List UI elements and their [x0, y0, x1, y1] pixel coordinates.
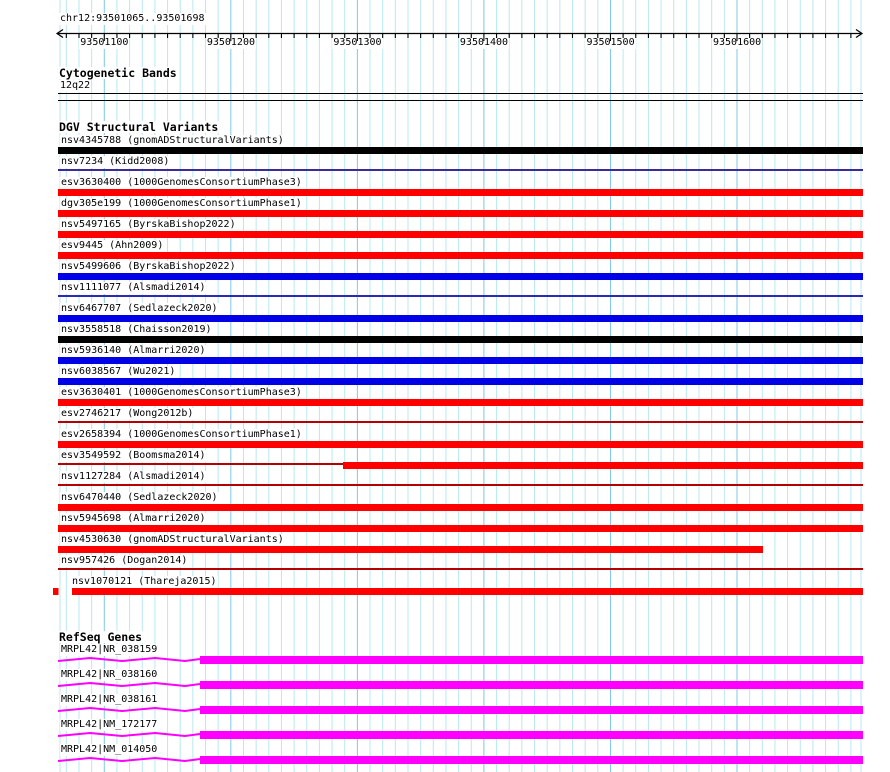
ruler-tick-label: 93501500	[586, 37, 635, 48]
gene-exon-bar[interactable]	[200, 731, 863, 739]
variant-bar[interactable]	[58, 378, 863, 385]
variant-label: nsv1070121 (Thareja2015)	[72, 576, 217, 587]
variant-bar[interactable]	[58, 546, 763, 553]
gene-intron-connector	[58, 758, 200, 761]
variant-bar[interactable]	[58, 357, 863, 364]
cytoband-band[interactable]	[58, 94, 863, 101]
gene-intron-connector	[58, 683, 200, 686]
variant-label: esv3630400 (1000GenomesConsortiumPhase3)	[61, 177, 302, 188]
variant-bar[interactable]	[58, 295, 863, 297]
variant-label: nsv6467707 (Sedlazeck2020)	[61, 303, 218, 314]
gene-intron-connector	[58, 708, 200, 711]
refseq-track-header: RefSeq Genes	[59, 630, 143, 644]
variant-bar[interactable]	[58, 399, 863, 406]
variant-label: nsv5945698 (Almarri2020)	[61, 513, 206, 524]
gene-intron-connector	[58, 733, 200, 736]
gene-label: MRPL42|NR_038161	[61, 694, 158, 705]
variant-bar[interactable]	[58, 568, 863, 570]
variant-label: nsv5499606 (ByrskaBishop2022)	[61, 261, 236, 272]
variant-label: nsv5936140 (Almarri2020)	[61, 345, 206, 356]
variant-label: nsv4345788 (gnomADStructuralVariants)	[61, 135, 284, 146]
gene-label: MRPL42|NM_014050	[61, 744, 158, 755]
gene-label: MRPL42|NR_038159	[61, 644, 158, 655]
variant-label: esv3549592 (Boomsma2014)	[61, 450, 206, 461]
gene-exon-bar[interactable]	[200, 706, 863, 714]
ruler-tick-label: 93501600	[712, 37, 762, 48]
cytoband-label: 12q22	[60, 80, 91, 91]
variant-label: nsv6470440 (Sedlazeck2020)	[61, 492, 218, 503]
variant-bar[interactable]	[58, 525, 863, 532]
variant-bar[interactable]	[58, 336, 863, 343]
variant-bar[interactable]	[58, 210, 863, 217]
ruler-tick-label: 93501300	[333, 37, 382, 48]
variant-bar[interactable]	[72, 588, 863, 595]
gene-exon-bar[interactable]	[200, 756, 863, 764]
variant-label: nsv3558518 (Chaisson2019)	[61, 324, 212, 335]
variant-bar[interactable]	[58, 189, 863, 196]
variant-label: nsv6038567 (Wu2021)	[61, 366, 176, 377]
variant-bar[interactable]	[58, 273, 863, 280]
variant-bar[interactable]	[53, 588, 59, 595]
variant-label: esv9445 (Ahn2009)	[61, 240, 164, 251]
variant-label: dgv305e199 (1000GenomesConsortiumPhase1)	[61, 198, 302, 209]
variant-bar[interactable]	[58, 169, 863, 171]
variant-label: nsv5497165 (ByrskaBishop2022)	[61, 219, 236, 230]
variant-bar[interactable]	[58, 504, 863, 511]
variant-bar[interactable]	[58, 463, 343, 465]
cytogenetic-bands-header: Cytogenetic Bands	[59, 66, 177, 80]
variant-bar[interactable]	[58, 252, 863, 259]
variant-bar[interactable]	[58, 441, 863, 448]
variant-label: nsv957426 (Dogan2014)	[61, 555, 188, 566]
variant-label: nsv1127284 (Alsmadi2014)	[61, 471, 206, 482]
variant-label: nsv1111077 (Alsmadi2014)	[61, 282, 206, 293]
ruler-tick-label: 93501400	[459, 37, 509, 48]
gene-label: MRPL42|NM_172177	[61, 719, 158, 730]
variant-label: esv2658394 (1000GenomesConsortiumPhase1)	[61, 429, 302, 440]
gene-label: MRPL42|NR_038160	[61, 669, 158, 680]
ruler-tick-label: 93501200	[206, 37, 255, 48]
ruler-tick-label: 93501100	[80, 37, 129, 48]
variant-label: nsv7234 (Kidd2008)	[61, 156, 170, 167]
region-title: chr12:93501065..93501698	[60, 13, 205, 24]
variant-label: esv2746217 (Wong2012b)	[61, 408, 194, 419]
gene-exon-bar[interactable]	[200, 656, 863, 664]
gene-exon-bar[interactable]	[200, 681, 863, 689]
variant-bar[interactable]	[58, 484, 863, 486]
variant-bar[interactable]	[58, 315, 863, 322]
gene-intron-connector	[58, 658, 200, 661]
dgv-track-header: DGV Structural Variants	[59, 120, 219, 134]
variant-label: nsv4530630 (gnomADStructuralVariants)	[61, 534, 284, 545]
variant-bar[interactable]	[58, 147, 863, 154]
variant-label: esv3630401 (1000GenomesConsortiumPhase3)	[61, 387, 302, 398]
variant-bar[interactable]	[58, 421, 863, 423]
variant-bar[interactable]	[58, 231, 863, 238]
variant-bar[interactable]	[343, 462, 863, 469]
